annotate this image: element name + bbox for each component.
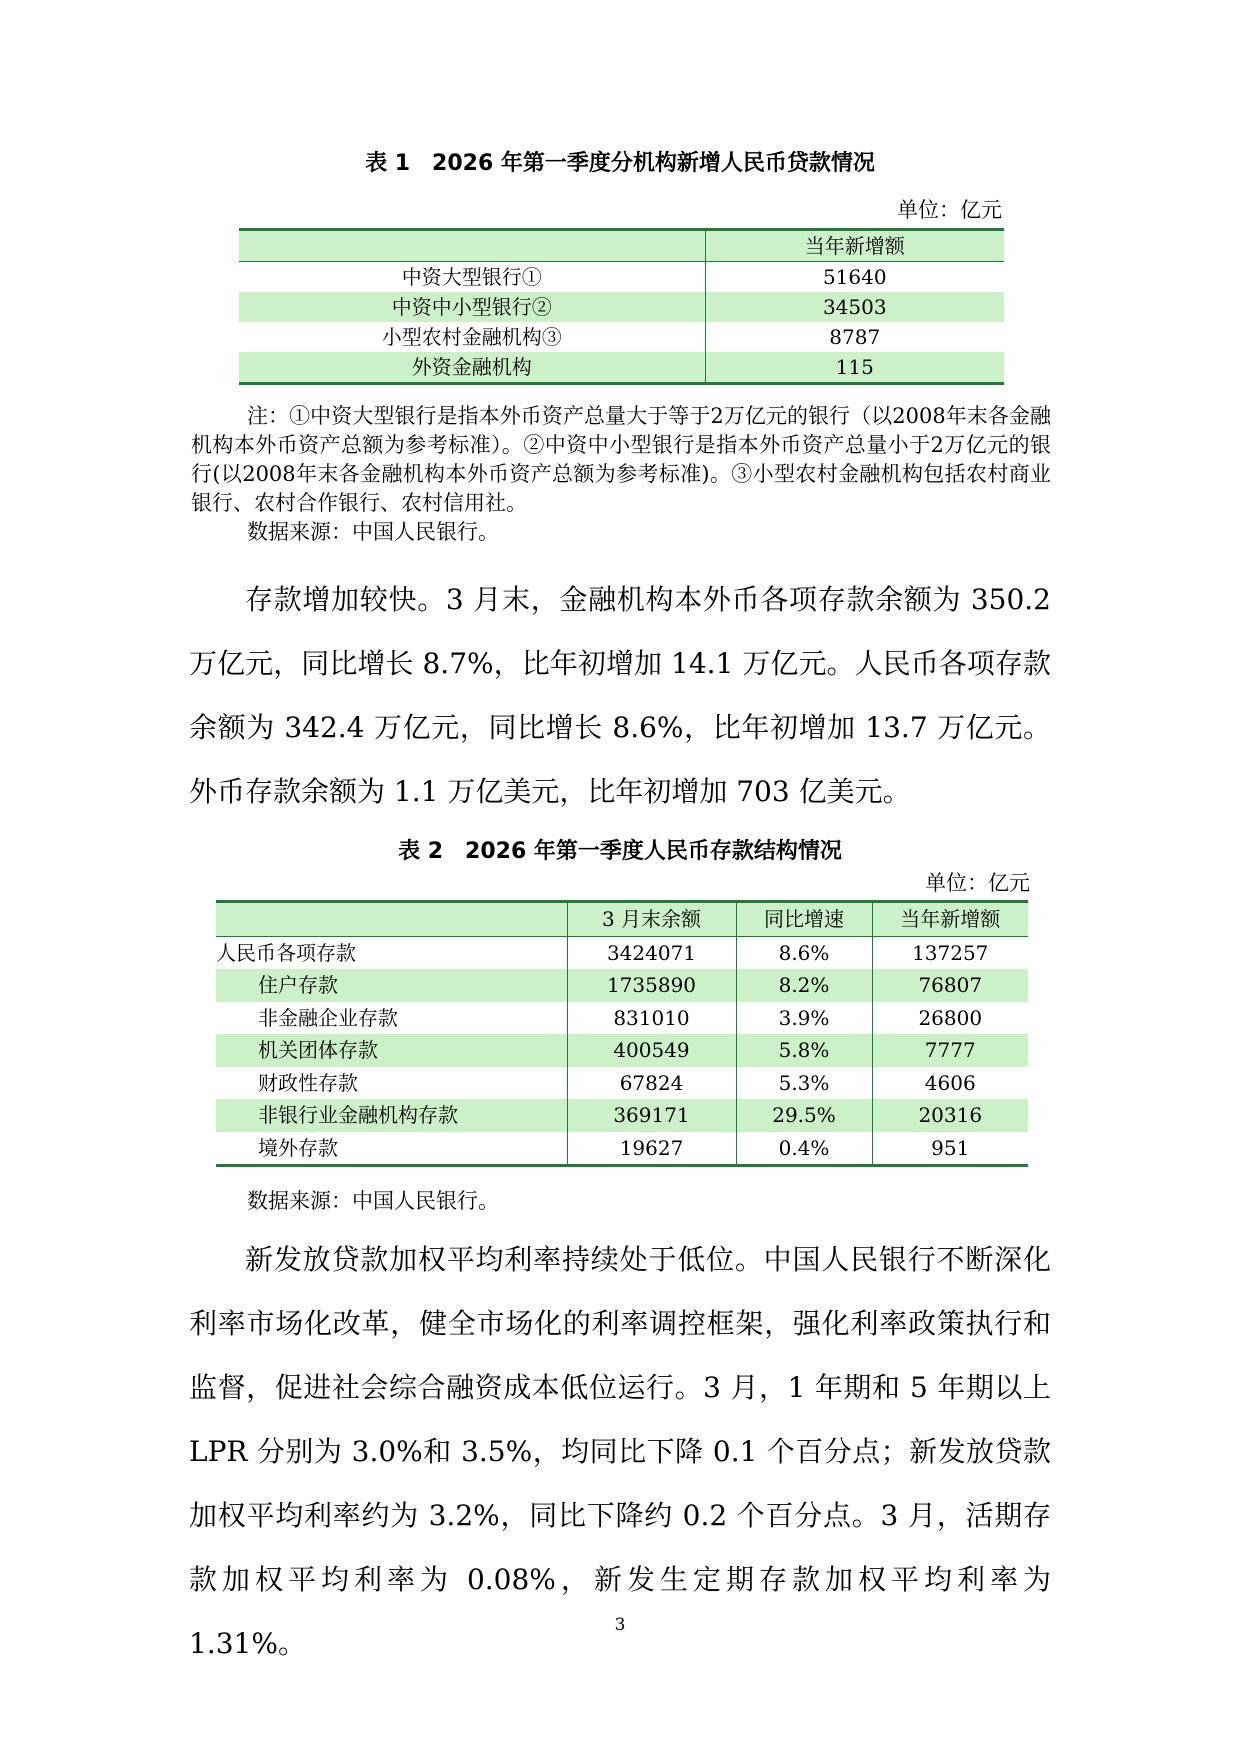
table1-source: 数据来源：中国人民银行。 xyxy=(247,520,499,544)
table2-cell: 非银行业金融机构存款 xyxy=(216,1099,567,1132)
table2-cell: 67824 xyxy=(567,1067,736,1100)
table2-cell: 29.5% xyxy=(736,1099,872,1132)
table-row xyxy=(216,1002,1028,1035)
table1-cell: 小型农村金融机构③ xyxy=(239,322,705,352)
table2-cell: 5.3% xyxy=(736,1067,872,1100)
table-row xyxy=(216,1067,1028,1100)
table2-cell: 76807 xyxy=(918,973,983,997)
table1-unit: 单位：亿元 xyxy=(897,198,1002,222)
table2-header-cell xyxy=(216,902,567,937)
table2-cell: 1735890 xyxy=(567,969,736,1002)
table1-cell: 115 xyxy=(835,355,874,379)
table-row xyxy=(239,322,1004,352)
table2 xyxy=(216,900,1028,1167)
table2-cell: 3424071 xyxy=(567,936,736,969)
table-row xyxy=(239,262,1004,293)
page-number: 3 xyxy=(614,1615,626,1635)
table-row xyxy=(216,1034,1028,1067)
table2-cell: 0.4% xyxy=(736,1132,872,1166)
table1-cell: 34503 xyxy=(822,295,887,319)
paragraph-interest-rates: 新发放贷款加权平均利率持续处于低位。中国人民银行不断深化利率市场化改革，健全市场化的利率调控框架，强化利率政策执行和监督，促进社会综合融资成本低位运行。3 月，1 年期和 5 年期以上 LPR 分别为 3.0%和 3.5%，均同比下降 0.1 个百分点；新发放贷款加权平均利率约为 3.2%，同比下降约 0.2 个百分点。3 月，活期存款加权平均利率为 0.08%，新发生定期存款加权平均利率为 1.31%。 xyxy=(189,1243,1051,1660)
table1-cell: 8787 xyxy=(829,325,881,349)
table2-cell: 8.2% xyxy=(736,969,872,1002)
paragraph-deposits: 存款增加较快。3 月末，金融机构本外币各项存款余额为 350.2 万亿元，同比增长 8.7%，比年初增加 14.1 万亿元。人民币各项存款余额为 342.4 万亿元，同比增长 8.6%，比年初增加 13.7 万亿元。外币存款余额为 1.1 万亿美元，比年初增加 703 亿美元。 xyxy=(189,583,1051,808)
table2-cell: 19627 xyxy=(567,1132,736,1166)
table-row xyxy=(216,936,1028,969)
table-row xyxy=(216,1099,1028,1132)
table2-header-cell: 当年新增额 xyxy=(872,902,1028,937)
table1-title: 表 1 2026 年第一季度分机构新增人民币贷款情况 xyxy=(365,151,875,176)
table2-cell: 3.9% xyxy=(736,1002,872,1035)
table2-cell: 财政性存款 xyxy=(216,1067,567,1100)
table2-source: 数据来源：中国人民银行。 xyxy=(247,1189,499,1213)
table2-unit: 单位：亿元 xyxy=(925,871,1030,895)
table1-cell: 51640 xyxy=(822,265,887,289)
table1-cell: 中资中小型银行② xyxy=(239,292,705,322)
table-row xyxy=(239,292,1004,322)
table1 xyxy=(239,228,1004,385)
table1-header-row xyxy=(239,230,1004,262)
table2-cell: 非金融企业存款 xyxy=(216,1002,567,1035)
table2-cell: 7777 xyxy=(924,1038,976,1062)
table2-cell: 住户存款 xyxy=(216,969,567,1002)
table-row xyxy=(216,1132,1028,1166)
table2-cell: 137257 xyxy=(912,940,989,965)
table2-header-row xyxy=(216,902,1028,937)
table2-cell: 951 xyxy=(931,1135,970,1160)
table2-cell: 人民币各项存款 xyxy=(216,936,567,969)
table2-cell: 5.8% xyxy=(736,1034,872,1067)
table2-cell: 831010 xyxy=(567,1002,736,1035)
table1-note-text: 注：①中资大型银行是指本外币资产总量大于等于2万亿元的银行（以2008年末各金融机构本外币资产总额为参考标准）。②中资中小型银行是指本外币资产总量小于2万亿元的银行(以2008年末各金融机构本外币资产总额为参考标准)。③小型农村金融机构包括农村商业银行、农村合作银行、农村信用社。 xyxy=(191,404,1051,515)
table2-title: 表 2 2026 年第一季度人民币存款结构情况 xyxy=(398,839,842,864)
table2-cell: 境外存款 xyxy=(216,1132,567,1166)
table-row xyxy=(239,352,1004,384)
table-row xyxy=(216,969,1028,1002)
table2-cell: 8.6% xyxy=(736,936,872,969)
table2-header-cell: 同比增速 xyxy=(736,902,872,937)
table1-cell: 外资金融机构 xyxy=(239,352,705,384)
table1-cell: 中资大型银行① xyxy=(239,262,705,293)
table2-cell: 400549 xyxy=(567,1034,736,1067)
table2-cell: 机关团体存款 xyxy=(216,1034,567,1067)
table2-cell: 26800 xyxy=(918,1005,983,1030)
table1-header-cell xyxy=(239,230,705,262)
table1-note xyxy=(191,402,1051,547)
table2-cell: 20316 xyxy=(918,1103,983,1127)
table2-header-cell: 3 月末余额 xyxy=(567,902,736,937)
table2-cell: 369171 xyxy=(567,1099,736,1132)
table1-header-cell: 当年新增额 xyxy=(705,230,1004,262)
table2-cell: 4606 xyxy=(924,1070,976,1095)
